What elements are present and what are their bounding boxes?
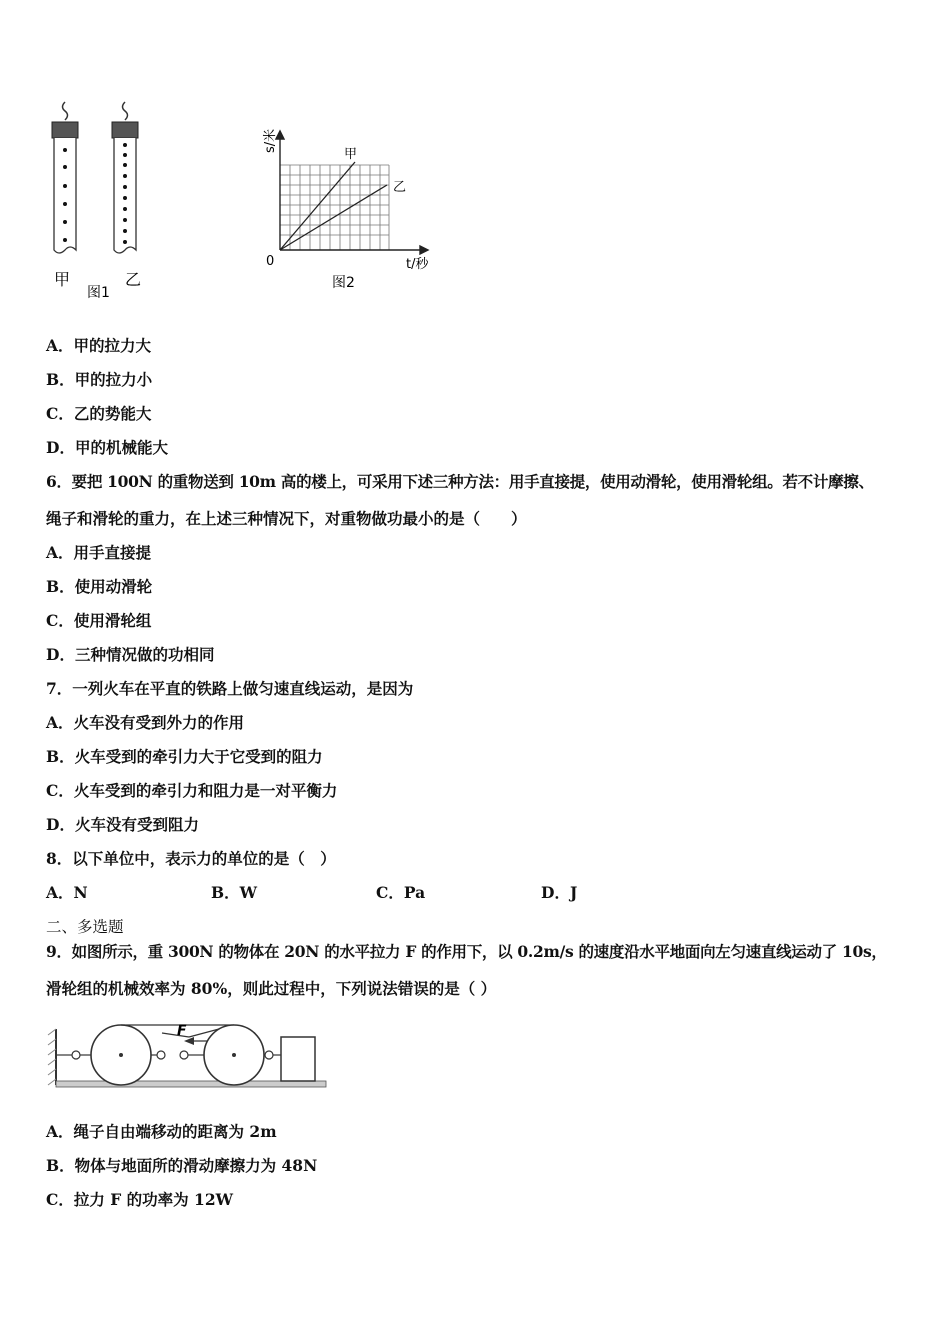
q9-stem-line1: 9．如图所示，重 300N 的物体在 20N 的水平拉力 F 的作用下，以 0.2m/s 的速度沿水平地面向左匀速直线运动了 10s， [46, 942, 887, 961]
q6-stem-line1: 6．要把 100N 的重物送到 10m 高的楼上，可采用下述三种方法：用手直接提，使用动滑轮，使用滑轮组。若不计摩擦、 [46, 472, 874, 491]
y-axis-label: s/米 [263, 128, 278, 153]
q9-option-c: C．拉力 F 的功率为 12W [46, 1190, 234, 1209]
q8-option-a: A．N [46, 883, 88, 902]
line-a-label: 甲 [344, 147, 358, 162]
x-axis-label: t/秒 [406, 257, 429, 272]
q9-pulley-figure [44, 1015, 334, 1100]
force-label: F [177, 1023, 187, 1039]
q5-option-d: D．甲的机械能大 [46, 438, 168, 457]
q7-option-c: C．火车受到的牵引力和阻力是一对平衡力 [46, 781, 338, 800]
tape-a-label: 甲 [54, 270, 71, 289]
q8-stem: 8．以下单位中，表示力的单位的是（ ） [46, 849, 336, 868]
figure-1-caption: 图1 [87, 285, 110, 301]
q6-option-d: D．三种情况做的功相同 [46, 645, 215, 664]
q7-stem: 7．一列火车在平直的铁路上做匀速直线运动，是因为 [46, 679, 414, 698]
q5-option-a: A．甲的拉力大 [46, 336, 152, 355]
q5-option-c: C．乙的势能大 [46, 404, 152, 423]
q6-option-c: C．使用滑轮组 [46, 611, 152, 630]
q6-option-a: A．用手直接提 [46, 543, 152, 562]
figure-1-ticker-tapes [40, 100, 170, 305]
q9-option-a: A．绳子自由端移动的距离为 2m [46, 1122, 277, 1141]
origin-label: 0 [266, 254, 275, 269]
figure-2-st-graph [252, 125, 442, 295]
figure-2-caption: 图2 [332, 275, 355, 291]
q9-stem-line2: 滑轮组的机械效率为 80%，则此过程中，下列说法错误的是（ ） [46, 979, 497, 998]
section-title: 二、多选题 [46, 918, 124, 936]
q6-stem-line2: 绳子和滑轮的重力，在上述三种情况下，对重物做功最小的是（ ） [46, 509, 527, 528]
line-b-label: 乙 [393, 180, 407, 195]
q8-option-d: D．J [541, 883, 578, 902]
tape-b-label: 乙 [125, 270, 142, 289]
q9-option-b: B．物体与地面所的滑动摩擦力为 48N [46, 1156, 318, 1175]
q5-option-b: B．甲的拉力小 [46, 370, 153, 389]
q8-option-b: B．W [211, 883, 258, 902]
q6-option-b: B．使用动滑轮 [46, 577, 153, 596]
q8-option-c: C．Pa [376, 883, 426, 902]
q7-option-b: B．火车受到的牵引力大于它受到的阻力 [46, 747, 323, 766]
q7-option-a: A．火车没有受到外力的作用 [46, 713, 245, 732]
q7-option-d: D．火车没有受到阻力 [46, 815, 199, 834]
